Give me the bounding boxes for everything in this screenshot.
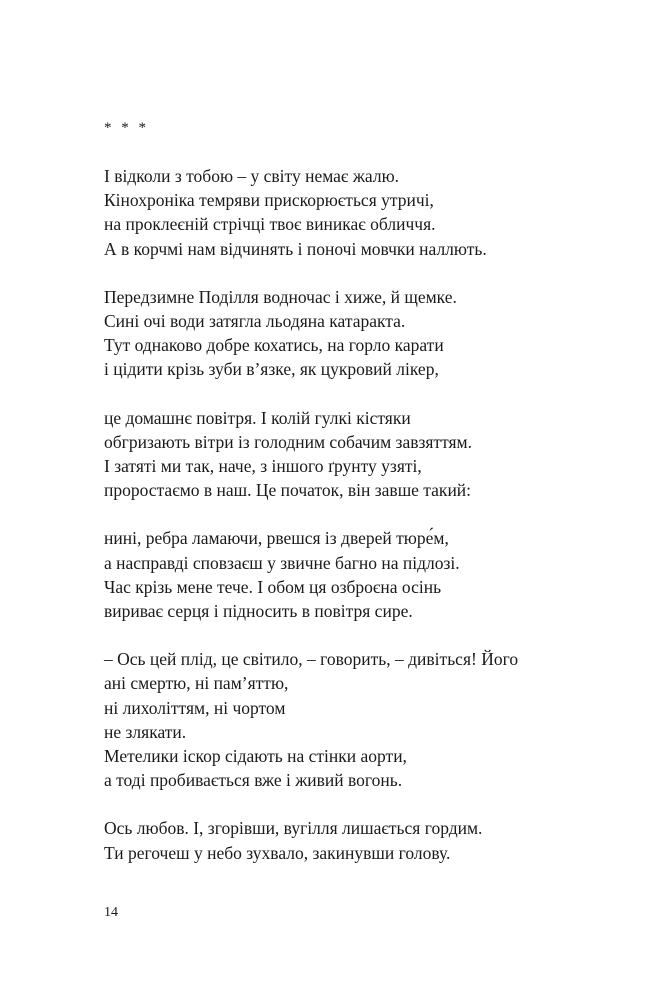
poem-line: і цідити крізь зуби в’язке, як цукровий лікер, [104, 359, 439, 380]
stanza [104, 526, 624, 623]
stanza [104, 285, 624, 382]
poem-line: обгризають вітри із голодним собачим завзяттям. [104, 431, 472, 452]
poem-line: а тоді пробивається вже і живий вогонь. [104, 770, 403, 791]
poem-line: Передзимне Поділля водночас і хиже, й щемке. [104, 286, 457, 307]
poem-line: це домашнє повітря. І колій гулкі кістяки [104, 407, 411, 428]
poem-line: Кінохроніка темряви прискорюється утричі, [104, 190, 434, 211]
poem-line: Метелики іскор сідають на стінки аорти, [104, 746, 407, 767]
poem-line: – Ось цей плід, це світило, – говорить, – дивіться! Його [104, 649, 519, 670]
stanza [104, 406, 624, 503]
poem-line: А в корчмі нам відчинять і поночі мовчки наллють. [104, 238, 487, 259]
poem-line: а насправді сповзаєш у звичне багно на підлозі. [104, 552, 460, 573]
stanza [104, 647, 624, 792]
poem-line: нині, ребра ламаючи, рвешся із дверей тюре́м, [104, 528, 449, 549]
poem-line: І затяті ми так, наче, з іншого ґрунту узяті, [104, 456, 422, 477]
poem-line: Сині очі води затягла льодяна катаракта. [104, 311, 406, 332]
poem [104, 164, 624, 889]
poem-line: Ось любов. І, згорівши, вугілля лишається гордим. [104, 818, 483, 839]
poem-line: Час крізь мене тече. І обом ця озброєна осінь [104, 576, 442, 597]
poem-line: І відколи з тобою – у світу немає жалю. [104, 166, 400, 186]
section-separator: * * * [104, 120, 149, 136]
page-number: 14 [104, 905, 118, 920]
poem-line: ані смертю, ні пам’яттю, [104, 673, 289, 694]
poem-line: Тут однаково добре кохатись, на горло карати [104, 335, 444, 356]
poem-line: вириває серця і підносить в повітря сире. [104, 601, 413, 622]
poem-line: Ти регочеш у небо зухвало, закинувши голову. [104, 842, 451, 863]
poem-line: ні лихоліттям, ні чортом [104, 697, 286, 718]
poem-line: на проклеєній стрічці твоє виникає обличчя. [104, 214, 436, 235]
stanza [104, 164, 624, 261]
poem-line: не злякати. [104, 721, 187, 742]
stanza [104, 816, 624, 864]
poem-line: проростаємо в наш. Це початок, він завше такий: [104, 480, 472, 501]
